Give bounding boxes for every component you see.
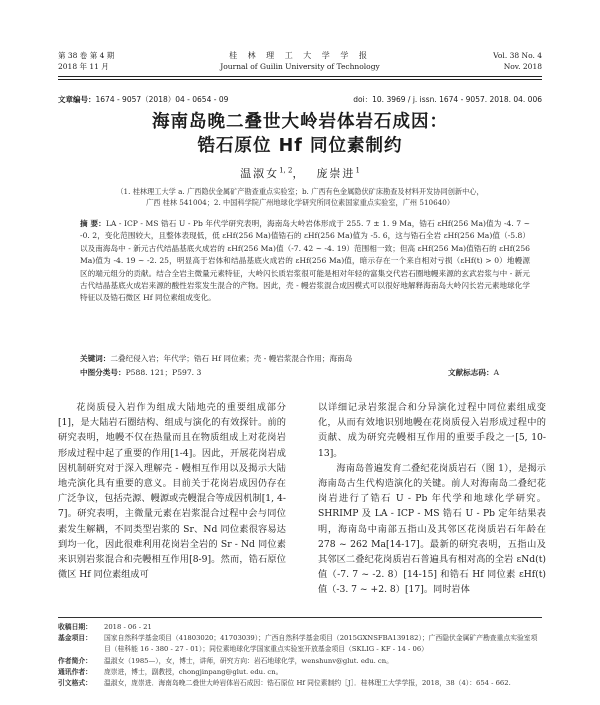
footnote-received [58, 622, 542, 633]
header-right [493, 50, 542, 72]
footnote-rule [58, 617, 542, 618]
affiliation-line: 广西 桂林 541004；2. 中国科学院广州地球化学研究所同位素国家重点实验室，广州 510640） [145, 198, 455, 207]
volume-en: Vol. 38 No. 4 [493, 51, 542, 60]
doc-code-value: A [493, 368, 500, 377]
footnote-funding [58, 633, 542, 655]
doc-code [448, 367, 499, 379]
article-number [58, 94, 228, 105]
article-number-value: 1674 - 9057（2018）04 - 0654 - 09 [95, 95, 229, 104]
volume-cn: 第 38 卷 第 4 期 [58, 51, 115, 60]
footnote-label: 通讯作者： [58, 667, 92, 676]
footnote-label: 收稿日期： [58, 623, 92, 631]
footnote-text: 2018 - 06 - 21 [104, 623, 152, 631]
author-sup: 1, 2 [279, 166, 293, 175]
abstract [80, 218, 530, 305]
title-line-2: 锆石原位 Hf 同位素制约 [197, 136, 403, 156]
clc-label: 中图分类号： [80, 368, 126, 377]
title-line-1: 海南岛晚二叠世大岭岩体岩石成因： [152, 112, 448, 132]
clc-value: P588. 121；P597. 3 [125, 368, 202, 377]
footnote-citation [58, 678, 542, 689]
affiliations [74, 186, 526, 208]
author-sup: 1 [355, 166, 360, 175]
body-paragraph: 海南岛普遍发育二叠纪花岗质岩石（图 1），是揭示海南岛古生代构造演化的关键。前人对海南岛二叠纪花岗岩进行了锆石 U - Pb 年代学和地球化学研究。SHRIMP 及 LA - ICP - MS 锆石 U - Pb 定年结果表明，海南岛中南部五指山及其邻区花岗质岩石年龄在 278 ~ 262 Ma[14-17]。最新的研究表明，五指山及其邻区二叠纪花岗质岩石普遍具有相对高的全岩 εNd(t) 值（-7. 7 ~ -2. 8）[14-15] 和锆石 Hf 同位素 εHf(t) 值（-3. 7 ~ +2. 8）[17]。同时岩体 [318, 462, 546, 596]
classification [80, 367, 530, 379]
journal-name-cn: 桂 林 理 工 大 学 学 报 [229, 51, 371, 60]
doi: doi：10. 3969 / j. issn. 1674 - 9057. 2018. 04. 006 [353, 95, 542, 104]
header-rule-thin [58, 79, 542, 80]
date-cn: 2018 年 11 月 [58, 62, 109, 71]
keywords-label: 关键词： [80, 354, 111, 363]
footnote-label: 作者简介： [58, 656, 92, 665]
body-column-right [318, 400, 546, 598]
footnote-author-bio [58, 656, 542, 667]
author-name: 庞崇进 [316, 167, 356, 180]
article-number-label: 文章编号： [58, 95, 96, 104]
author-name: 温淑女 [240, 167, 280, 180]
keywords [80, 353, 530, 365]
footnote-label: 基金项目： [58, 634, 92, 643]
footnote-label: 引文格式： [58, 679, 92, 688]
date-en: Nov. 2018 [503, 62, 542, 71]
footnote-text: 庞崇进，博士，副教授，chongjinpang@glut. edu. cn。 [104, 667, 283, 676]
footnote-text: 温淑女（1985—），女，博士，讲师，研究方向：岩石地球化学，wenshunv@glut. edu. cn。 [104, 656, 393, 665]
running-header [58, 50, 542, 74]
affiliation-line: （1. 桂林理工大学 a. 广西隐伏金属矿产勘查重点实验室；b. 广西有色金属隐伏矿床勘查及材料开发协同创新中心， [116, 187, 484, 196]
abstract-label: 摘 要： [80, 219, 106, 228]
author-list: 温淑女$^{1, 2}$， 庞崇进$^1$ [240, 166, 360, 180]
header-center [58, 50, 542, 72]
journal-name-en: Journal of Guilin University of Technology [220, 62, 380, 71]
body-column-left [58, 400, 286, 582]
header-rule-thick [58, 76, 542, 77]
footnote-text: 国家自然科学基金项目（41803020；41703039）；广西自然科学基金项目（2015GXNSFBA139182）；广西隐伏金属矿产勘查重点实验室项目（桂科能 16 - 380 - 27 - 01）；同位素地球化学国家重点实验室开放基金项目（SKLIG - KF - 14 - 06） [104, 634, 538, 654]
doc-code-label: 文献标志码： [448, 368, 494, 377]
keywords-text: 二叠纪侵入岩；年代学；锆石 Hf 同位素；壳 - 幔岩浆混合作用；海南岛 [110, 354, 353, 363]
body-paragraph: 以详细记录岩浆混合和分异演化过程中同位素组成变化，从而有效地识别地幔在花岗质侵入岩形成过程中的贡献、成为研究壳幔相互作用的重要手段之一[5, 10-13]。 [318, 402, 546, 459]
footnotes [58, 622, 542, 689]
footnote-corresponding [58, 667, 542, 678]
abstract-text: LA - ICP - MS 锆石 U - Pb 年代学研究表明，海南岛大岭岩体形成于 255. 7 ± 1. 9 Ma，锆石 εHf(256 Ma)值为 -4. 7 ~ -0. 2，变化范围较大，且整体表现低，低 εHf(256 Ma)值锆石的 εHf(256 Ma)值为 -5. 6，这与锆石全岩 εHf(256 Ma)值（-5.8）以及南海岛中 - 新元古代结晶基底火成岩的 εHf(256 Ma)值（-7. 42 ~ -4. 19）范围相一致；但高 εHf(256 Ma)值锆石的 εHf(256 Ma)值为 -4. 19 ~ -2. 25，明显高于岩体和结晶基底火成岩的 εHf(256 Ma)值，暗示存在一个来自相对亏损（εHf(t) > 0）地幔源区的端元组分的贡献。结合全岩主微量元素特征，大岭闪长质岩浆很可能是相对年轻的富集交代岩石圈地幔来源的玄武岩浆与中 - 新元古代结晶基底火成岩来源的酸性岩浆发生混合的产物。因此，壳 - 幔岩浆混合成因模式可以很好地解释海南岛大岭闪长岩元素地球化学特征以及锆石微区 Hf 同位素组成变化。 [80, 219, 530, 303]
body-paragraph: 花岗质侵入岩作为组成大陆地壳的重要组成部分[1]，是大陆岩石圈结构、组成与演化的有效探针。前的研究表明，地幔不仅在热量而且在物质组成上对花岗岩形成过程中起了重要的作用[1-4]。因此，开展花岗岩成因机制研究对于深入理解壳 - 幔相互作用以及揭示大陆地壳演化具有重要的意义。目前关于花岗岩成因仍存在广泛争议，包括壳源、幔源或壳幔混合等成因机制[1, 4-7]。研究表明，主微量元素在岩浆混合过程中会与同位素发生解耦，不同类型岩浆的 Sr、Nd 同位素很容易达到均一化，因此很难利用花岗岩全岩的 Sr - Nd 同位素来识别岩浆混合和壳幔相互作用[8-9]。然而，锆石原位微区 Hf 同位素组成可 [58, 402, 286, 581]
footnote-text: 温淑女，庞崇进．海南岛晚二叠世大岭岩体岩石成因：锆石原位 Hf 同位素制约［J］．桂林理工大学学报，2018，38（4）：654 - 662. [104, 679, 511, 688]
